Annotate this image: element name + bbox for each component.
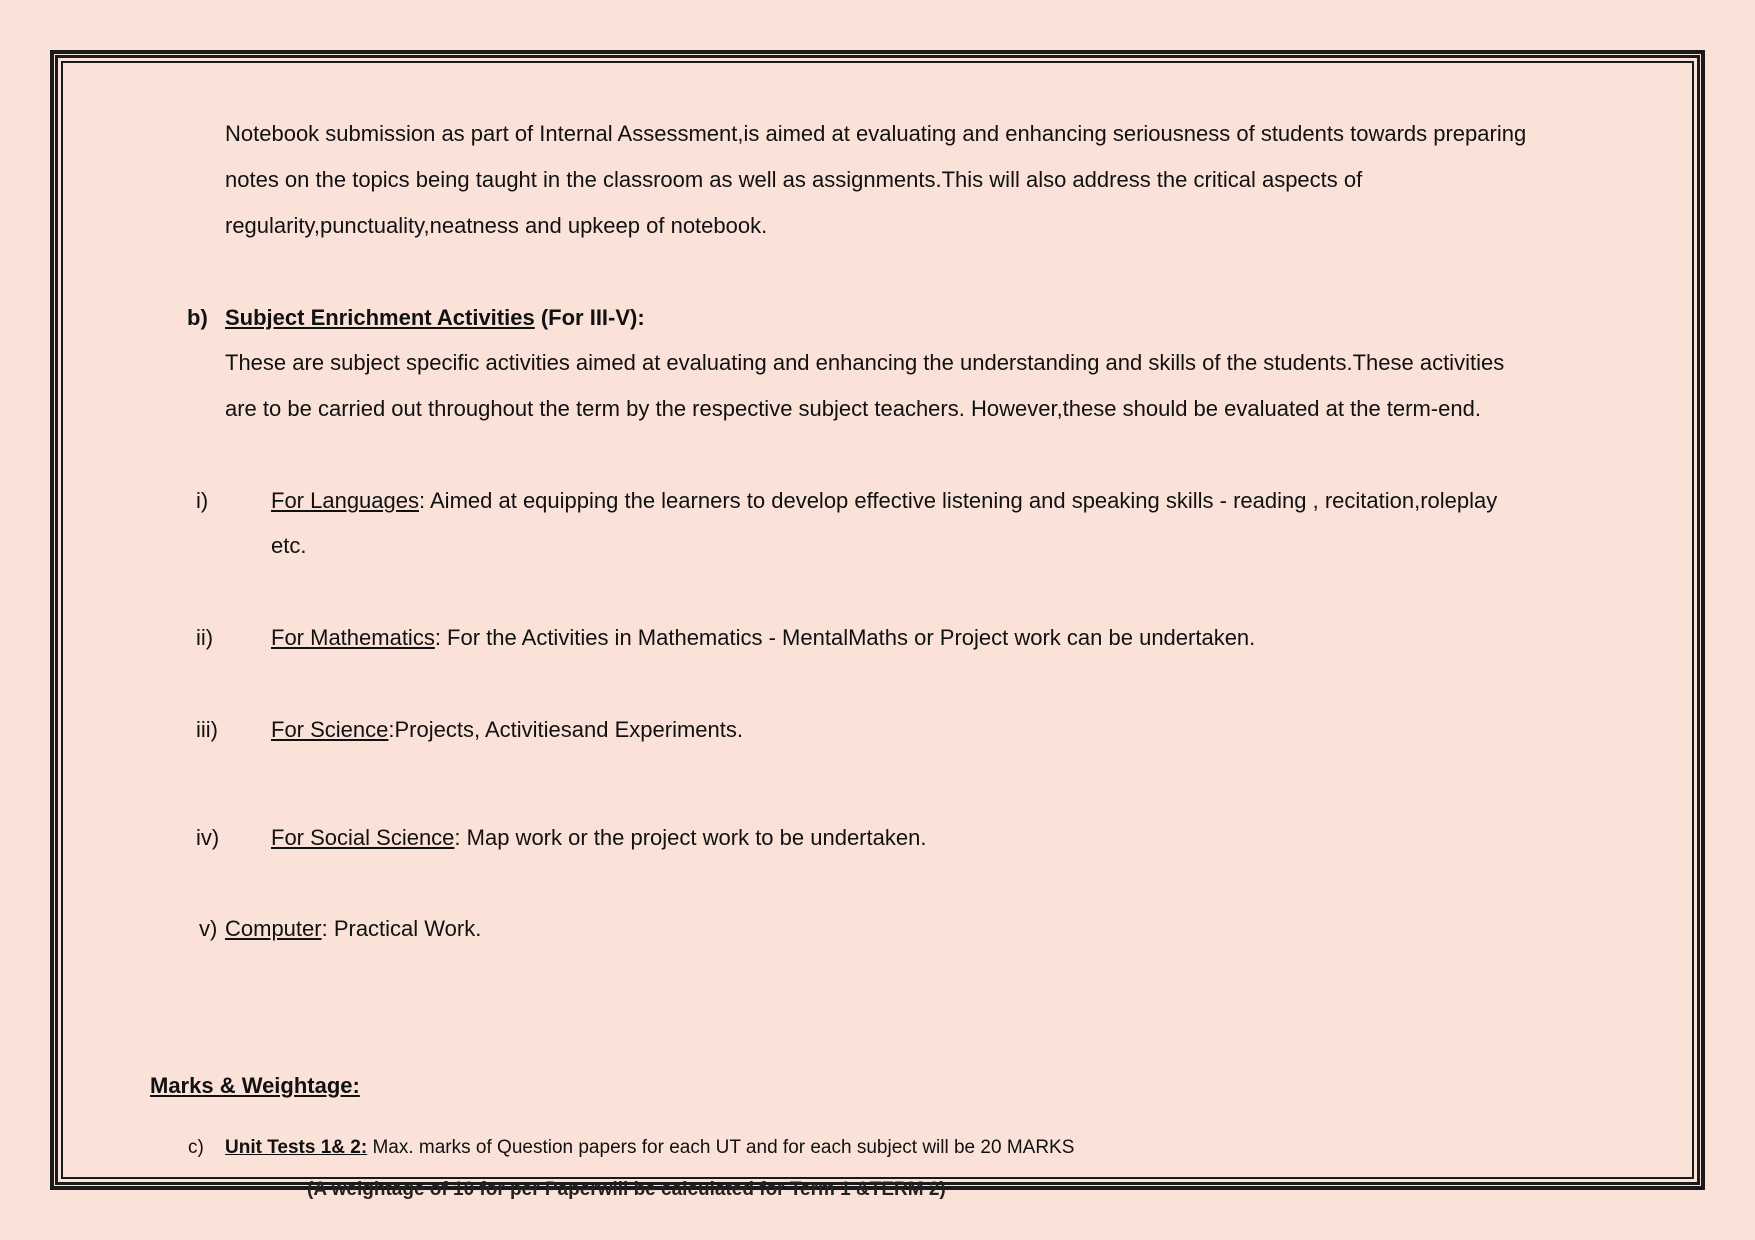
item-text: : Practical Work. (321, 916, 482, 941)
section-b-line: are to be carried out throughout the term by the respective subject teachers. However,these should be evaluated at the term-end. (225, 396, 1481, 421)
item-marker: ii) (196, 625, 214, 650)
item-text: : For the Activities in Mathematics - MentalMaths or Project work can be undertaken. (434, 625, 1256, 650)
unit-tests-text: Max. marks of Question papers for each UT and for each subject will be 20 MARKS (367, 1137, 1075, 1158)
section-b-title: Subject Enrichment Activities (225, 305, 535, 330)
item-marker: i) (196, 488, 209, 513)
intro-line: Notebook submission as part of Internal Assessment,is aimed at evaluating and enhancing seriousness of students towards preparing (225, 121, 1527, 146)
list-item-computer (225, 906, 481, 952)
section-b-marker: b) (187, 305, 208, 330)
item-label: For Languages (271, 488, 419, 513)
section-b-title-suffix: (For III-V): (534, 305, 645, 330)
intro-line: regularity,punctuality,neatness and upkeep of notebook. (225, 213, 768, 238)
item-label: Computer (225, 916, 322, 941)
item-label: For Social Science (271, 825, 455, 850)
unit-tests-line (225, 1125, 1074, 1171)
intro-line: notes on the topics being taught in the classroom as well as assignments.This will also address the critical aspects of (225, 167, 1363, 192)
item-label: For Science (271, 717, 389, 742)
item-text: : Aimed at equipping the learners to develop effective listening and speaking skills - reading , recitation,roleplay (419, 488, 1498, 513)
marks-heading: Marks & Weightage: (150, 1073, 360, 1098)
item-marker: iii) (196, 717, 218, 742)
section-b-paragraph (225, 340, 1504, 432)
weightage-note: (A weightage of 10 for per Paperwill be calculated for Term 1 &TERM 2) (307, 1179, 946, 1200)
list-item-social-science (271, 815, 926, 861)
item-marker: v) (199, 916, 218, 941)
section-b-line: These are subject specific activities aimed at evaluating and enhancing the understanding and skills of the students.These activities (225, 350, 1505, 375)
list-item-science (271, 707, 743, 753)
item-marker: iv) (196, 825, 220, 850)
list-item-languages (271, 478, 1497, 524)
marks-marker: c) (188, 1137, 204, 1158)
item-text: : Map work or the project work to be undertaken. (454, 825, 927, 850)
unit-tests-label: Unit Tests 1& 2: (225, 1137, 368, 1158)
list-item-mathematics (271, 615, 1255, 661)
section-b-heading (225, 295, 645, 341)
intro-paragraph (225, 111, 1526, 249)
item-label: For Mathematics (271, 625, 435, 650)
item-continuation: etc. (271, 533, 307, 558)
item-text: :Projects, Activitiesand Experiments. (388, 717, 743, 742)
